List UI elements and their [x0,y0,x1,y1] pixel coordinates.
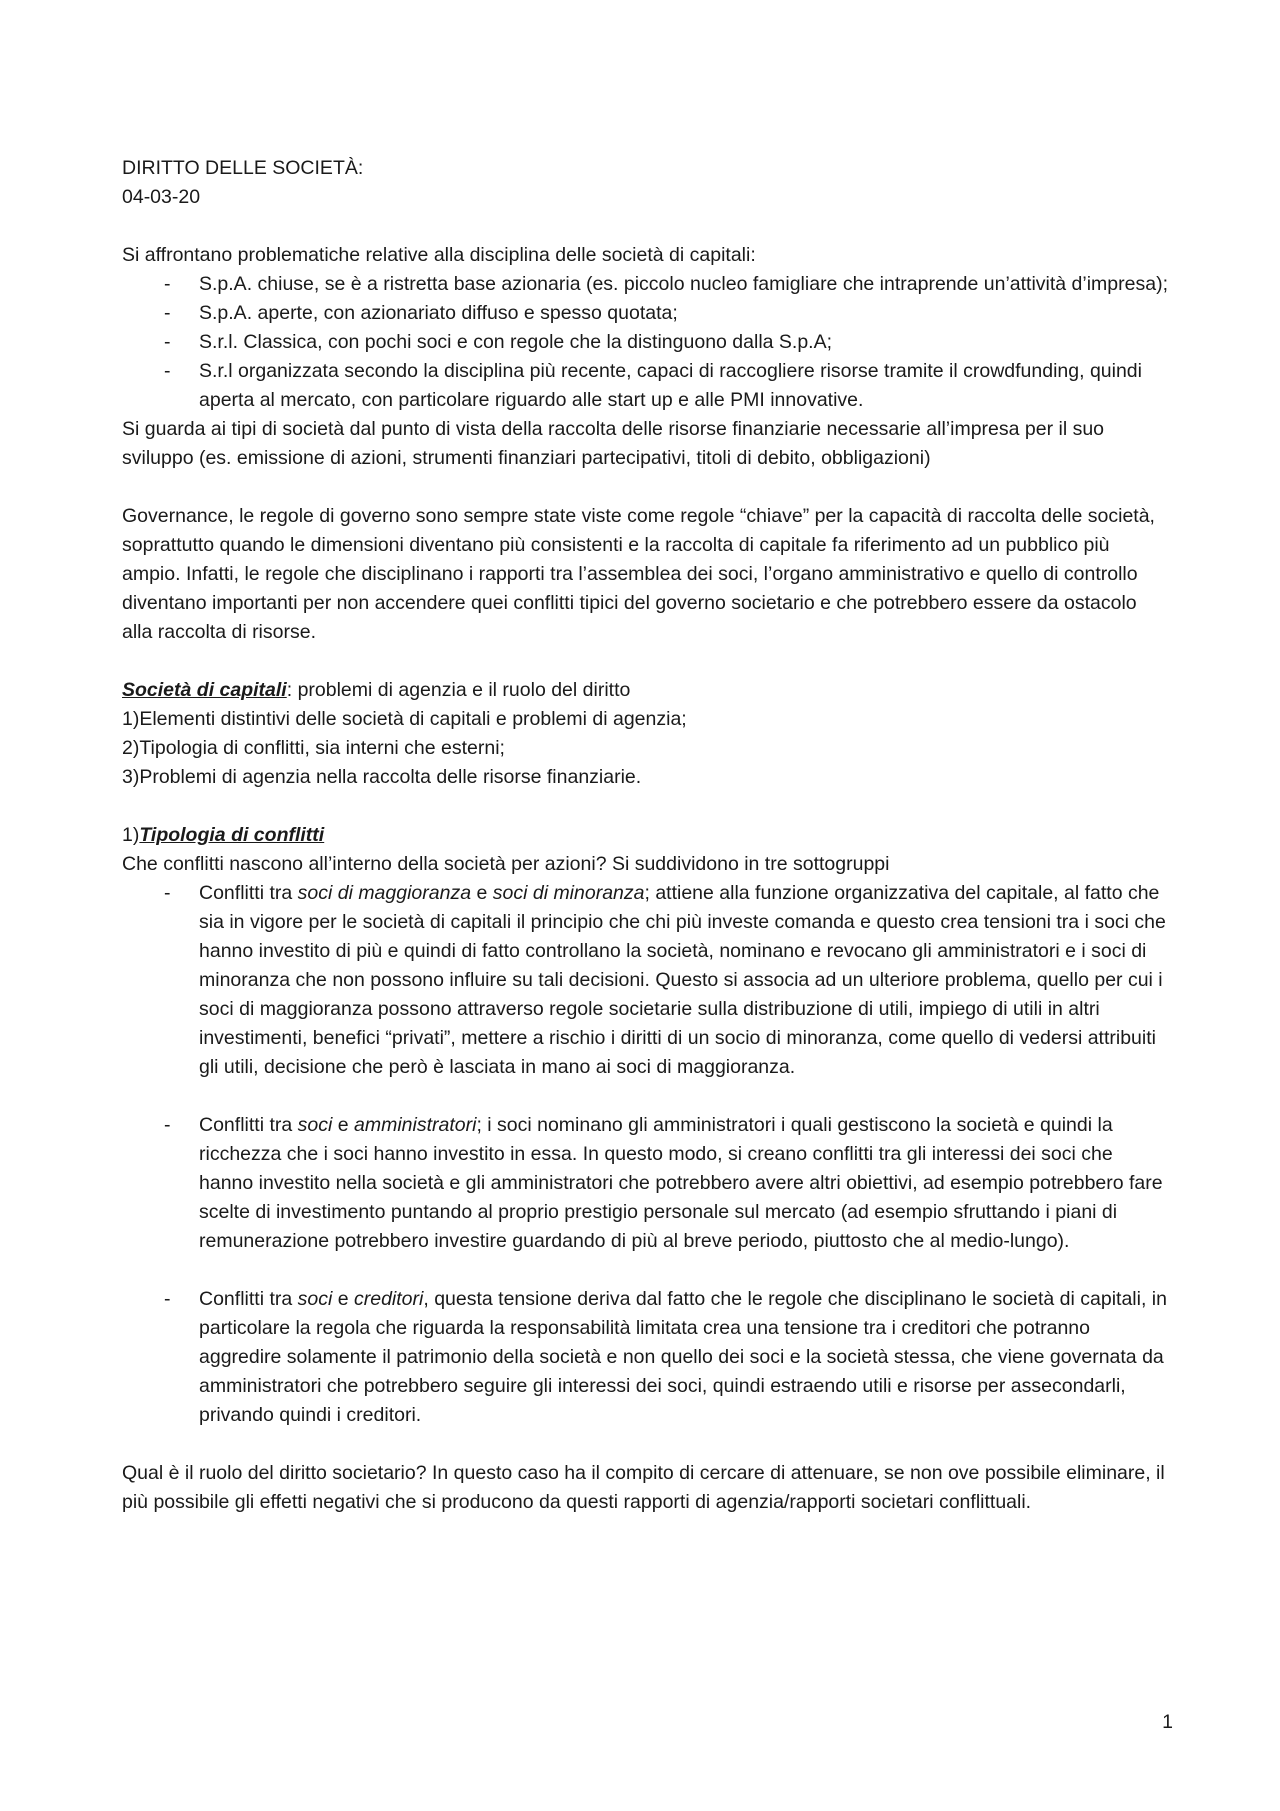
section-number: 1) [122,824,140,846]
dash-bullet: - [164,1114,171,1136]
conflict-term: soci di maggioranza [297,882,472,904]
spacer [122,1082,1172,1111]
section-heading-conflitti [122,821,1172,850]
conflict-text: ; i soci nominano gli amministratori i quali gestiscono la società e quindi la ricchezza che i soci hanno investito in essa. In questo modo, si creano conflitti tra gli interessi dei soci che hanno investito nella società e gli amministratori che potrebbero avere altri obiettivi, ad esempio potrebbero fare scelte di investimento puntando al proprio prestigio personale sul mercato (ad esempio sfruttando i piani di remunerazione potrebbero investire guardando di più al breve periodo, piuttosto che al medio-lungo). [199,1114,1163,1252]
dash-bullet: - [164,302,171,324]
list-item [122,270,1172,299]
financing-paragraph: Si guarda ai tipi di società dal punto di vista della raccolta delle risorse finanziarie necessarie all’impresa per il suo sviluppo (es. emissione di azioni, strumenti finanziari partecipativi, titoli di debito, obbligazioni) [122,418,1105,469]
conflict-join: e [471,882,493,904]
company-types-list [122,270,1172,415]
spacer [122,792,1172,821]
document-body [122,154,1172,1517]
section-heading-capitali-rest: : problemi di agenzia e il ruolo del diritto [286,679,631,701]
numbered-point: 1)Elementi distintivi delle società di capitali e problemi di agenzia; [122,708,687,730]
spacer [122,647,1172,676]
list-item-text: S.r.l. Classica, con pochi soci e con regole che la distinguono dalla S.p.A; [199,331,833,353]
conflict-text: ; attiene alla funzione organizzativa del capitale, al fatto che sia in vigore per le società di capitali il principio che chi più investe comanda e questo crea tensioni tra i soci che hanno investito di più e quindi di fatto controllano la società, nominano e revocano gli amministratori e i soci di minoranza che non possono influire su tali decisioni. Questo si associa ad un ulteriore problema, quello per cui i soci di maggioranza possono attraverso regole societarie sulla distribuzione di utili, impiego di utili in altri investimenti, benefici “privati”, mettere a rischio i diritti di un socio di minoranza, come quello di vedersi attribuiti gli utili, decisione che però è lasciata in mano ai soci di maggioranza. [199,882,1166,1078]
conflict-item [122,879,1172,1082]
spacer [122,212,1172,241]
spacer [122,1256,1172,1285]
conflict-term: soci [297,1288,333,1310]
conflict-term: amministratori [354,1114,477,1136]
document-title: DIRITTO DELLE SOCIETÀ: [122,157,364,179]
list-item [122,299,1172,328]
numbered-point: 3)Problemi di agenzia nella raccolta delle risorse finanziarie. [122,766,642,788]
dash-bullet: - [164,331,171,353]
spacer [122,473,1172,502]
list-item-text: S.p.A. aperte, con azionariato diffuso e spesso quotata; [199,302,678,324]
numbered-point: 2)Tipologia di conflitti, sia interni che esterni; [122,737,505,759]
section-heading-conflitti-title: Tipologia di conflitti [139,824,325,846]
conclusion-paragraph: Qual è il ruolo del diritto societario? In questo caso ha il compito di cercare di attenuare, se non ove possibile eliminare, il più possibile gli effetti negativi che si producono da questi rapporti di agenzia/rapporti societari conflittuali. [122,1462,1165,1513]
dash-bullet: - [164,882,171,904]
intro-paragraph: Si affrontano problematiche relative alla disciplina delle società di capitali: [122,244,756,266]
conflict-join: e [332,1288,354,1310]
conflict-lead: Conflitti tra [199,1114,298,1136]
conflict-term: soci [297,1114,333,1136]
conflict-text: , questa tensione deriva dal fatto che le regole che disciplinano le società di capitali, in particolare la regola che riguarda la responsabilità limitata crea una tensione tra i creditori che potranno aggredire solamente il patrimonio della società e non quello dei soci e la società stessa, che viene governata da amministratori che potrebbero seguire gli interessi dei soci, quindi estraendo utili e risorse per assecondarli, privando quindi i creditori. [199,1288,1167,1426]
section-heading-capitali-title: Società di capitali [122,679,287,701]
conflict-join: e [332,1114,354,1136]
conflitti-intro: Che conflitti nascono all’interno della società per azioni? Si suddividono in tre sottogruppi [122,853,890,875]
dash-bullet: - [164,1288,171,1310]
spacer [122,1430,1172,1459]
list-item [122,328,1172,357]
conflict-term: soci di minoranza [492,882,645,904]
conflict-term: creditori [354,1288,424,1310]
list-item-text: S.r.l organizzata secondo la disciplina più recente, capaci di raccogliere risorse tramite il crowdfunding, quindi aperta al mercato, con particolare riguardo alle start up e alle PMI innovative. [199,360,1142,411]
dash-bullet: - [164,273,171,295]
conflicts-list [122,879,1172,1430]
conflict-lead: Conflitti tra [199,1288,298,1310]
list-item [122,357,1172,415]
dash-bullet: - [164,360,171,382]
section-heading-capitali [122,676,1172,705]
conflict-item [122,1285,1172,1430]
governance-paragraph: Governance, le regole di governo sono sempre state viste come regole “chiave” per la capacità di raccolta delle società, soprattutto quando le dimensioni diventano più consistenti e la raccolta di capitale fa riferimento ad un pubblico più ampio. Infatti, le regole che disciplinano i rapporti tra l’assemblea dei soci, l’organo amministrativo e quello di controllo diventano importanti per non accendere quei conflitti tipici del governo societario e che potrebbero essere da ostacolo alla raccolta di risorse. [122,505,1155,643]
document-date: 04-03-20 [122,186,201,208]
list-item-text: S.p.A. chiuse, se è a ristretta base azionaria (es. piccolo nucleo famigliare che intraprende un’attività d’impresa); [199,273,1168,295]
conflict-item [122,1111,1172,1256]
page-number: 1 [1162,1711,1173,1733]
conflict-lead: Conflitti tra [199,882,298,904]
